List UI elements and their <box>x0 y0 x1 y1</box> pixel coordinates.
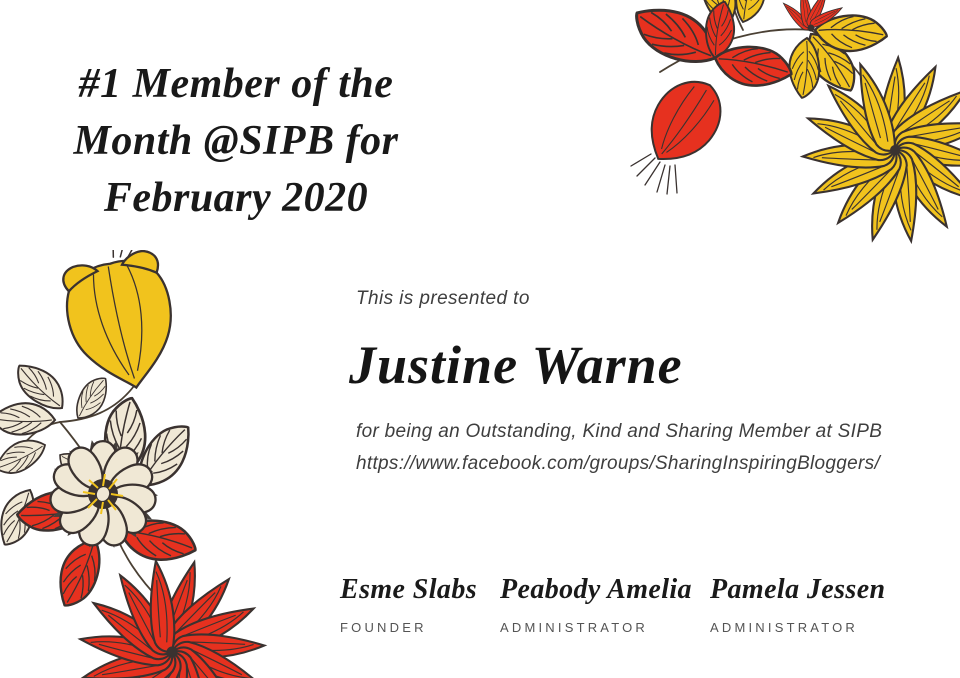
signature-founder <box>340 574 477 636</box>
left-floral-decoration <box>0 250 290 678</box>
signatory-name: Peabody Amelia <box>500 574 692 605</box>
yellow-starburst-flower <box>802 58 960 244</box>
signatory-role: ADMINISTRATOR <box>710 620 859 635</box>
award-reason: for being an Outstanding, Kind and Sharing Member at SIPB <box>356 421 883 442</box>
red-bud-flower <box>626 0 795 194</box>
recipient-name: Justine Warne <box>349 335 683 395</box>
group-url-text: https://www.facebook.com/groups/SharingInspiringBloggers/ <box>356 453 881 474</box>
red-starburst-flower <box>79 559 265 678</box>
signatory-name: Pamela Jessen <box>710 574 886 605</box>
top-right-floral-decoration <box>615 0 960 252</box>
certificate-title <box>34 56 438 227</box>
yellow-tulip-flower <box>53 250 186 398</box>
signature-administrator-1 <box>500 574 692 636</box>
signatory-role: ADMINISTRATOR <box>500 620 649 635</box>
signatory-name: Esme Slabs <box>340 574 478 605</box>
signatory-role: FOUNDER <box>340 620 427 635</box>
title-line-3: February 2020 <box>103 175 369 221</box>
title-line-2: Month @SIPB for <box>73 118 399 164</box>
signature-administrator-2 <box>710 574 886 636</box>
presented-to-label: This is presented to <box>356 288 530 309</box>
title-line-1: #1 Member of the <box>78 61 394 107</box>
